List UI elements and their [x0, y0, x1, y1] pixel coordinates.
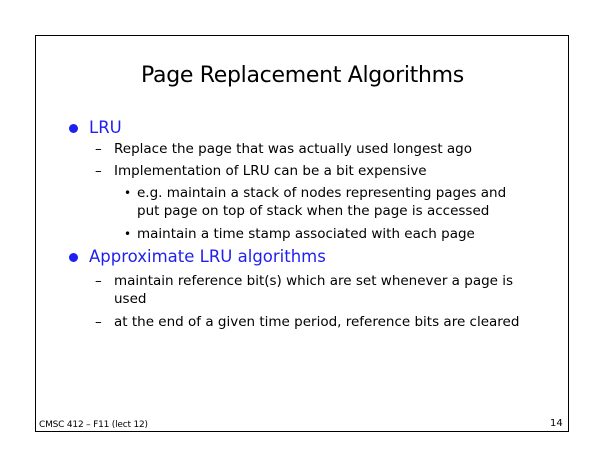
subsub-item-line: e.g. maintain a stack of nodes representing pages and — [137, 185, 507, 201]
bullet-dot-icon — [69, 253, 78, 262]
bullet-approximate-lru — [89, 247, 326, 266]
footer-course: CMSC 412 – F11 (lect 12) — [39, 420, 148, 430]
sub-item — [95, 313, 520, 331]
sub-item-text: Replace the page that was actually used longest ago — [114, 141, 473, 157]
sub-item — [95, 272, 514, 308]
sub-item-text: Implementation of LRU can be a bit expensive — [114, 163, 427, 179]
sub-item-line: used — [114, 291, 147, 307]
dash-icon: – — [95, 141, 102, 157]
sub-item-line: maintain reference bit(s) which are set whenever a page is — [114, 273, 514, 289]
dash-icon: – — [95, 314, 102, 330]
bullet-label: LRU — [89, 118, 122, 137]
dash-icon: – — [95, 273, 102, 289]
dash-icon: – — [95, 163, 102, 179]
subsub-item — [124, 184, 507, 220]
subsub-item-line: put page on top of stack when the page is accessed — [137, 203, 490, 219]
subsub-item — [124, 225, 475, 243]
bullet-dot-icon — [69, 124, 78, 133]
sub-item — [95, 162, 427, 180]
bullet-point-icon: • — [124, 186, 132, 200]
bullet-point-icon: • — [124, 227, 132, 241]
subsub-item-line: maintain a time stamp associated with each page — [137, 226, 475, 242]
sub-item-text: at the end of a given time period, reference bits are cleared — [114, 314, 520, 330]
bullet-lru — [89, 118, 122, 137]
sub-item — [95, 140, 473, 158]
bullet-label: Approximate LRU algorithms — [89, 247, 326, 266]
page-number: 14 — [550, 418, 563, 429]
slide-title: Page Replacement Algorithms — [141, 63, 464, 88]
